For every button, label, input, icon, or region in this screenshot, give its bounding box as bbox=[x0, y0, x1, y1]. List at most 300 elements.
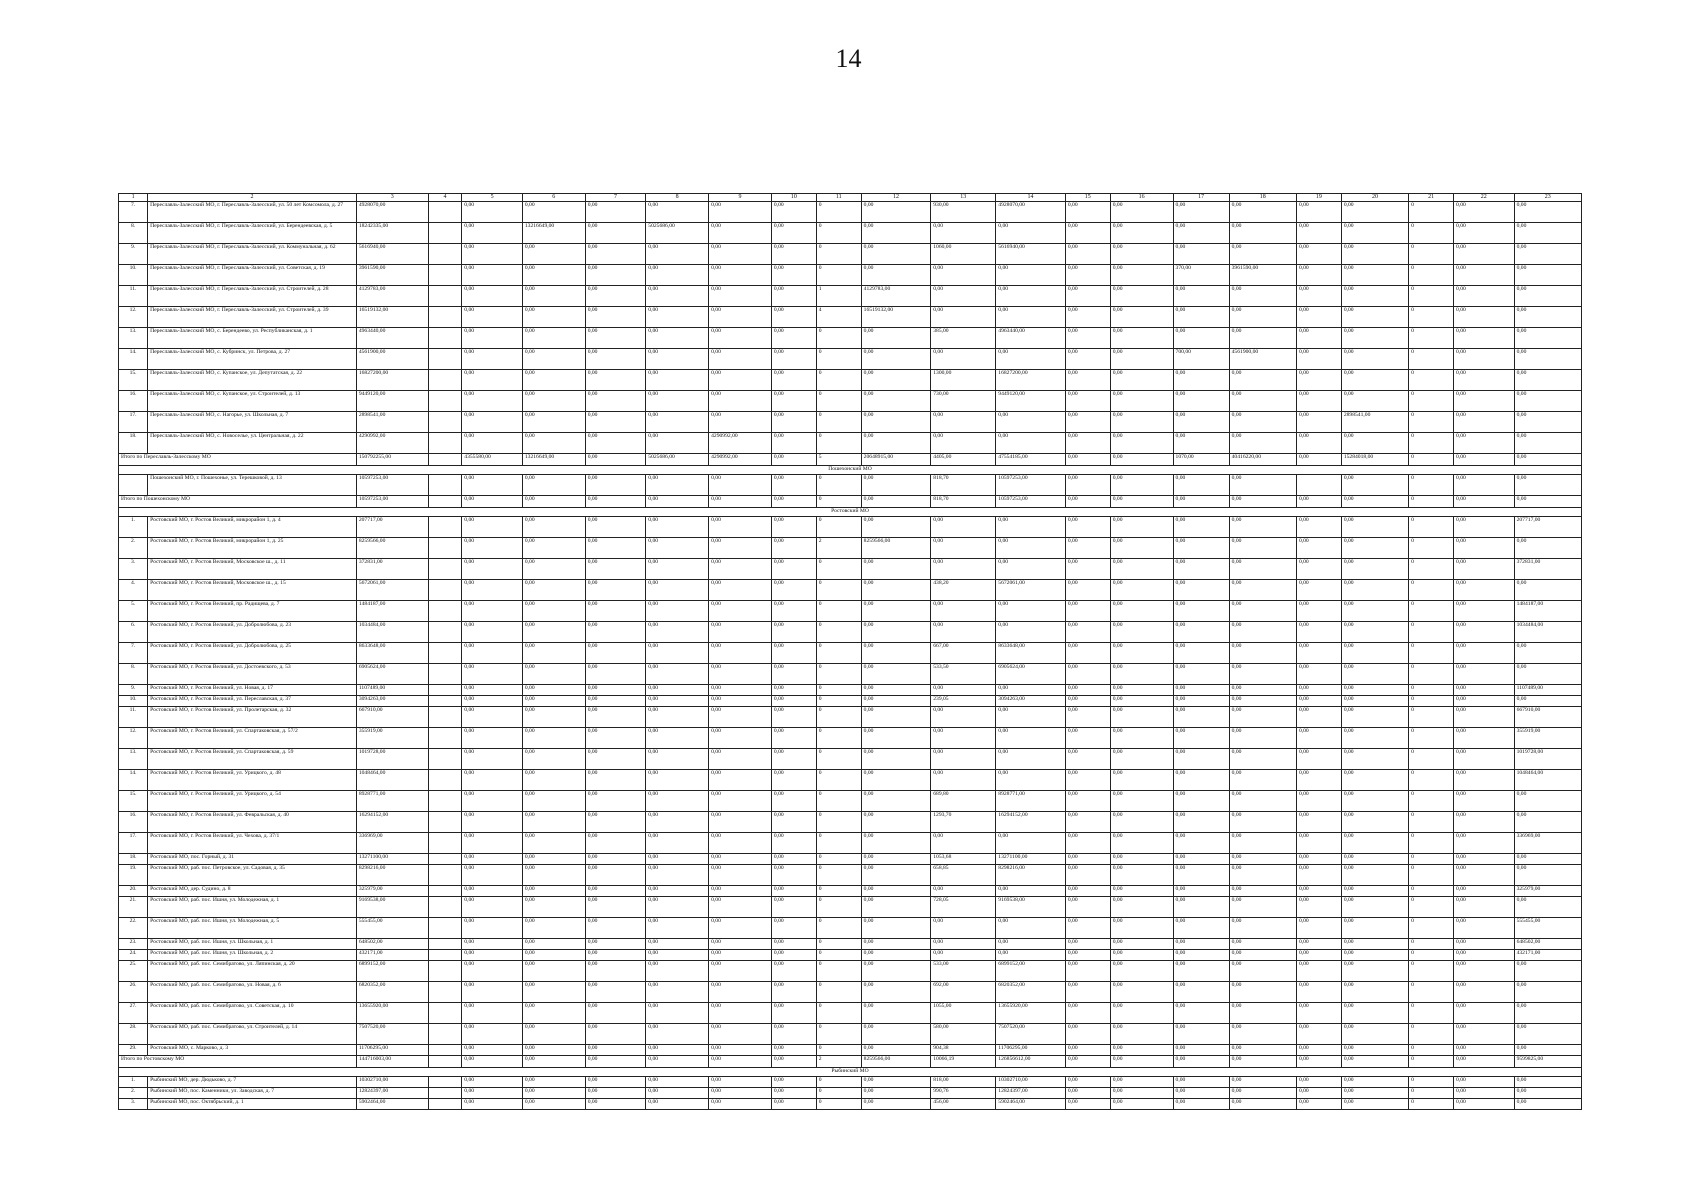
value-cell: 0,00 bbox=[1110, 391, 1173, 412]
value-cell: 0 bbox=[816, 1045, 861, 1056]
value-cell: 0,00 bbox=[771, 601, 816, 622]
value-cell: 0,00 bbox=[1173, 244, 1229, 265]
table-row bbox=[119, 1045, 1582, 1056]
value-cell: 0,00 bbox=[709, 749, 772, 770]
value-cell: 0,00 bbox=[861, 412, 931, 433]
value-cell: 16294152,00 bbox=[356, 812, 428, 833]
value-cell bbox=[428, 601, 462, 622]
value-cell: 0,00 bbox=[1065, 812, 1110, 833]
value-cell: 0,00 bbox=[861, 517, 931, 538]
value-cell: 0,00 bbox=[1454, 622, 1515, 643]
value-cell: 0,00 bbox=[462, 1045, 523, 1056]
value-cell: 0,00 bbox=[646, 886, 709, 897]
row-number: 15. bbox=[119, 370, 148, 391]
row-number: 7. bbox=[119, 202, 148, 223]
value-cell: 0,00 bbox=[1173, 707, 1229, 728]
value-cell: 0,00 bbox=[1173, 601, 1229, 622]
value-cell bbox=[428, 622, 462, 643]
column-header: 17 bbox=[1173, 194, 1229, 202]
row-number: 1. bbox=[119, 517, 148, 538]
table-row bbox=[119, 770, 1582, 791]
value-cell: 0,00 bbox=[1173, 939, 1229, 950]
value-cell: 0,00 bbox=[462, 685, 523, 696]
value-cell: 0,00 bbox=[709, 307, 772, 328]
value-cell: 0,00 bbox=[709, 685, 772, 696]
value-cell: 4129783,00 bbox=[356, 286, 428, 307]
value-cell: 2898541,00 bbox=[1341, 412, 1408, 433]
value-cell: 0,00 bbox=[1514, 580, 1581, 601]
value-cell: 0,00 bbox=[1173, 433, 1229, 454]
value-cell: 0,00 bbox=[861, 265, 931, 286]
table-row bbox=[119, 307, 1582, 328]
value-cell: 0,00 bbox=[709, 728, 772, 749]
value-cell: 0,00 bbox=[861, 982, 931, 1003]
table-row bbox=[119, 1099, 1582, 1110]
value-cell: 0,00 bbox=[771, 939, 816, 950]
subtotal-row bbox=[119, 1056, 1582, 1068]
value-cell: 0,00 bbox=[1110, 982, 1173, 1003]
value-cell bbox=[428, 202, 462, 223]
subtotal-cell: 2 bbox=[816, 1056, 861, 1068]
value-cell: 0,00 bbox=[1341, 517, 1408, 538]
value-cell: 3094263,00 bbox=[356, 696, 428, 707]
value-cell: 0,00 bbox=[1173, 812, 1229, 833]
table-row bbox=[119, 328, 1582, 349]
value-cell: 0,00 bbox=[1341, 854, 1408, 865]
value-cell: 0,00 bbox=[1454, 349, 1515, 370]
value-cell: 0,00 bbox=[1454, 202, 1515, 223]
value-cell: 0,00 bbox=[522, 433, 585, 454]
value-cell: 0,00 bbox=[709, 1099, 772, 1110]
value-cell: 4561900,00 bbox=[1229, 349, 1296, 370]
value-cell: 0 bbox=[816, 897, 861, 918]
value-cell: 0 bbox=[1409, 1099, 1454, 1110]
value-cell: 0,00 bbox=[1110, 1088, 1173, 1099]
value-cell: 0,00 bbox=[1065, 1099, 1110, 1110]
subtotal-cell bbox=[428, 454, 462, 466]
value-cell: 3961590,00 bbox=[356, 265, 428, 286]
column-header: 21 bbox=[1409, 194, 1454, 202]
value-cell: 0,00 bbox=[1110, 433, 1173, 454]
value-cell: 658,85 bbox=[931, 865, 996, 886]
value-cell: 0,00 bbox=[585, 307, 646, 328]
value-cell: 6820352,00 bbox=[356, 982, 428, 1003]
value-cell: 0,00 bbox=[1229, 728, 1296, 749]
value-cell: 0,00 bbox=[1454, 328, 1515, 349]
value-cell: 0,00 bbox=[462, 833, 523, 854]
value-cell: 0,00 bbox=[861, 791, 931, 812]
value-cell bbox=[428, 886, 462, 897]
value-cell: 0,00 bbox=[771, 223, 816, 244]
value-cell: 385,00 bbox=[931, 328, 996, 349]
value-cell: 0,00 bbox=[771, 202, 816, 223]
row-number: 21. bbox=[119, 897, 148, 918]
value-cell: 0,00 bbox=[1229, 328, 1296, 349]
value-cell: 0,00 bbox=[1514, 1099, 1581, 1110]
value-cell: 0,00 bbox=[1341, 982, 1408, 1003]
value-cell: 0,00 bbox=[1514, 286, 1581, 307]
value-cell: 6820352,00 bbox=[996, 982, 1066, 1003]
value-cell: 0 bbox=[816, 559, 861, 580]
value-cell: 0,00 bbox=[1065, 1088, 1110, 1099]
value-cell: 0,00 bbox=[709, 812, 772, 833]
row-number: 2. bbox=[119, 538, 148, 559]
value-cell bbox=[428, 223, 462, 244]
value-cell: 0,00 bbox=[1173, 580, 1229, 601]
value-cell: 0,00 bbox=[585, 812, 646, 833]
value-cell: 0,00 bbox=[996, 685, 1066, 696]
value-cell: 0,00 bbox=[646, 202, 709, 223]
row-number bbox=[119, 475, 148, 496]
value-cell: 0,00 bbox=[1296, 939, 1341, 950]
value-cell: 0,00 bbox=[646, 1024, 709, 1045]
value-cell: 0,00 bbox=[1514, 328, 1581, 349]
value-cell: 0,00 bbox=[861, 1045, 931, 1056]
value-cell: 0,00 bbox=[1296, 791, 1341, 812]
value-cell: 0,00 bbox=[1065, 854, 1110, 865]
subtotal-cell: 0,00 bbox=[522, 1056, 585, 1068]
value-cell: 0,00 bbox=[1229, 897, 1296, 918]
value-cell: 0,00 bbox=[462, 433, 523, 454]
value-cell: 5025686,00 bbox=[646, 223, 709, 244]
value-cell: 0,00 bbox=[522, 961, 585, 982]
subtotal-cell: 0,00 bbox=[1296, 454, 1341, 466]
subtotal-cell: 0,00 bbox=[1173, 496, 1229, 508]
address-cell: Ростовский МО, г. Ростов Великий, ул. Переславская, д. 37 bbox=[148, 696, 357, 707]
value-cell: 0,00 bbox=[709, 412, 772, 433]
value-cell: 0,00 bbox=[1514, 1045, 1581, 1056]
value-cell: 0,00 bbox=[522, 728, 585, 749]
table-row bbox=[119, 223, 1582, 244]
value-cell: 0,00 bbox=[1514, 897, 1581, 918]
row-number: 9. bbox=[119, 244, 148, 265]
value-cell: 0,00 bbox=[1173, 202, 1229, 223]
value-cell: 700,00 bbox=[1173, 349, 1229, 370]
value-cell: 325979,00 bbox=[1514, 886, 1581, 897]
value-cell: 5902464,00 bbox=[996, 1099, 1066, 1110]
value-cell: 0,00 bbox=[1514, 643, 1581, 664]
value-cell: 0,00 bbox=[462, 307, 523, 328]
value-cell: 0,00 bbox=[522, 770, 585, 791]
value-cell: 667910,00 bbox=[356, 707, 428, 728]
value-cell: 0,00 bbox=[1454, 265, 1515, 286]
address-cell: Пошехонский МО, г. Пошехонье, ул. Терешковой, д. 13 bbox=[148, 475, 357, 496]
value-cell: 0,00 bbox=[1296, 812, 1341, 833]
subtotal-label: Итого по Ростовскому МО bbox=[119, 1056, 357, 1068]
value-cell: 0,00 bbox=[522, 950, 585, 961]
section-header-row bbox=[119, 1068, 1582, 1077]
value-cell: 0,00 bbox=[462, 749, 523, 770]
address-cell: Переславль-Залесский МО, с. Нагорье, ул. Школьная, д. 7 bbox=[148, 412, 357, 433]
value-cell: 239,05 bbox=[931, 696, 996, 707]
value-cell: 0,00 bbox=[585, 391, 646, 412]
value-cell: 0,00 bbox=[1296, 328, 1341, 349]
row-number: 9. bbox=[119, 685, 148, 696]
value-cell: 728,05 bbox=[931, 897, 996, 918]
value-cell: 0,00 bbox=[1065, 770, 1110, 791]
value-cell: 0,00 bbox=[1514, 982, 1581, 1003]
value-cell: 5672061,00 bbox=[996, 580, 1066, 601]
value-cell: 0,00 bbox=[709, 580, 772, 601]
value-cell: 0,00 bbox=[1341, 664, 1408, 685]
value-cell: 0,00 bbox=[1065, 223, 1110, 244]
value-cell: 0,00 bbox=[996, 601, 1066, 622]
value-cell: 0,00 bbox=[1229, 1099, 1296, 1110]
value-cell: 0 bbox=[1409, 707, 1454, 728]
address-cell: Переславль-Залесский МО, с. Кубринск, ул. Петрова, д. 27 bbox=[148, 349, 357, 370]
value-cell: 0,00 bbox=[861, 897, 931, 918]
value-cell: 0 bbox=[1409, 897, 1454, 918]
value-cell: 0,00 bbox=[996, 886, 1066, 897]
value-cell: 0,00 bbox=[1110, 559, 1173, 580]
value-cell: 0,00 bbox=[771, 391, 816, 412]
value-cell bbox=[428, 897, 462, 918]
value-cell: 0,00 bbox=[1110, 707, 1173, 728]
value-cell: 0,00 bbox=[1514, 1077, 1581, 1088]
value-cell: 438,20 bbox=[931, 580, 996, 601]
value-cell: 0 bbox=[816, 696, 861, 707]
value-cell: 0 bbox=[816, 950, 861, 961]
value-cell: 0,00 bbox=[1229, 886, 1296, 897]
value-cell: 0,00 bbox=[1454, 286, 1515, 307]
value-cell: 207717,00 bbox=[1514, 517, 1581, 538]
column-header: 7 bbox=[585, 194, 646, 202]
value-cell: 0 bbox=[816, 728, 861, 749]
value-cell: 0,00 bbox=[1229, 833, 1296, 854]
value-cell: 0 bbox=[816, 1024, 861, 1045]
value-cell: 0,00 bbox=[1110, 307, 1173, 328]
value-cell: 0,00 bbox=[1296, 307, 1341, 328]
value-cell: 0,00 bbox=[1514, 961, 1581, 982]
value-cell bbox=[428, 1099, 462, 1110]
value-cell: 0,00 bbox=[522, 865, 585, 886]
value-cell: 0,00 bbox=[1514, 1003, 1581, 1024]
row-number: 13. bbox=[119, 328, 148, 349]
value-cell: 0 bbox=[1409, 202, 1454, 223]
value-cell: 9169538,00 bbox=[996, 897, 1066, 918]
value-cell: 0,00 bbox=[1110, 223, 1173, 244]
address-cell: Ростовский МО, дер. Судино, д. 8 bbox=[148, 886, 357, 897]
value-cell: 0,00 bbox=[646, 950, 709, 961]
subtotal-cell: 0,00 bbox=[585, 454, 646, 466]
address-cell: Ростовский МО, раб. пос. Петровское, ул. Садовая, д. 35 bbox=[148, 865, 357, 886]
subtotal-cell: 0,00 bbox=[646, 496, 709, 508]
value-cell: 0,00 bbox=[462, 886, 523, 897]
value-cell: 0,00 bbox=[522, 791, 585, 812]
value-cell: 0,00 bbox=[1514, 865, 1581, 886]
section-title: Пошехонский МО bbox=[119, 466, 1582, 475]
value-cell: 0,00 bbox=[1341, 349, 1408, 370]
value-cell: 0 bbox=[1409, 1077, 1454, 1088]
value-cell: 0,00 bbox=[709, 1045, 772, 1056]
value-cell: 0,00 bbox=[1173, 1099, 1229, 1110]
address-cell: Ростовский МО, г. Ростов Великий, ул. Февральская, д. 40 bbox=[148, 812, 357, 833]
value-cell: 0,00 bbox=[522, 244, 585, 265]
value-cell: 0 bbox=[816, 770, 861, 791]
value-cell: 0,00 bbox=[462, 728, 523, 749]
value-cell: 0,00 bbox=[1065, 865, 1110, 886]
value-cell: 0,00 bbox=[709, 328, 772, 349]
value-cell: 0,00 bbox=[1454, 559, 1515, 580]
value-cell: 0,00 bbox=[1296, 918, 1341, 939]
value-cell: 0,00 bbox=[1065, 886, 1110, 897]
value-cell: 0,00 bbox=[462, 559, 523, 580]
table-row bbox=[119, 833, 1582, 854]
value-cell: 0,00 bbox=[585, 328, 646, 349]
value-cell bbox=[428, 950, 462, 961]
row-number: 2. bbox=[119, 1088, 148, 1099]
value-cell: 0 bbox=[1409, 1024, 1454, 1045]
row-number: 3. bbox=[119, 1099, 148, 1110]
value-cell: 0,00 bbox=[1110, 664, 1173, 685]
value-cell: 0,00 bbox=[1065, 643, 1110, 664]
value-cell: 0,00 bbox=[522, 412, 585, 433]
value-cell: 0,00 bbox=[1173, 559, 1229, 580]
value-cell: 0,00 bbox=[931, 918, 996, 939]
value-cell: 0,00 bbox=[1065, 685, 1110, 696]
value-cell: 0,00 bbox=[1110, 696, 1173, 707]
value-cell: 0,00 bbox=[522, 286, 585, 307]
value-cell: 0,00 bbox=[1341, 1088, 1408, 1099]
value-cell: 0,00 bbox=[1514, 791, 1581, 812]
value-cell: 0,00 bbox=[771, 265, 816, 286]
value-cell: 0,00 bbox=[585, 897, 646, 918]
value-cell: 0,00 bbox=[1173, 982, 1229, 1003]
value-cell: 0,00 bbox=[1296, 961, 1341, 982]
value-cell: 0 bbox=[816, 1088, 861, 1099]
subtotal-cell: 0,00 bbox=[1514, 496, 1581, 508]
value-cell: 0,00 bbox=[996, 286, 1066, 307]
subtotal-cell: 0,00 bbox=[462, 496, 523, 508]
value-cell: 355919,00 bbox=[356, 728, 428, 749]
value-cell: 0,00 bbox=[585, 728, 646, 749]
value-cell: 0,00 bbox=[709, 886, 772, 897]
value-cell: 0,00 bbox=[646, 391, 709, 412]
value-cell: 0,00 bbox=[1454, 412, 1515, 433]
address-cell: Ростовский МО, г. Ростов Великий, микрорайон 1, д. 25 bbox=[148, 538, 357, 559]
value-cell: 0,00 bbox=[462, 961, 523, 982]
subtotal-cell: 4290992,00 bbox=[709, 454, 772, 466]
value-cell: 0,00 bbox=[1173, 950, 1229, 961]
value-cell bbox=[428, 982, 462, 1003]
value-cell: 0 bbox=[816, 664, 861, 685]
value-cell: 0,00 bbox=[1065, 517, 1110, 538]
subtotal-cell: 4405,00 bbox=[931, 454, 996, 466]
row-number: 5. bbox=[119, 601, 148, 622]
value-cell: 0,00 bbox=[1065, 307, 1110, 328]
table-row bbox=[119, 664, 1582, 685]
value-cell: 16827200,00 bbox=[996, 370, 1066, 391]
value-cell: 904,38 bbox=[931, 1045, 996, 1056]
table-row bbox=[119, 886, 1582, 897]
address-cell: Ростовский МО, г. Ростов Великий, ул. Спартаковская, д. 57/2 bbox=[148, 728, 357, 749]
value-cell: 0,00 bbox=[1173, 833, 1229, 854]
value-cell: 0,00 bbox=[1173, 770, 1229, 791]
table-row bbox=[119, 918, 1582, 939]
value-cell: 0,00 bbox=[1065, 1024, 1110, 1045]
subtotal-row bbox=[119, 454, 1582, 466]
row-number: 24. bbox=[119, 950, 148, 961]
value-cell: 13655920,00 bbox=[356, 1003, 428, 1024]
value-cell bbox=[428, 833, 462, 854]
value-cell: 8259566,00 bbox=[356, 538, 428, 559]
table-row bbox=[119, 749, 1582, 770]
value-cell: 0,00 bbox=[1341, 897, 1408, 918]
value-cell: 18242335,00 bbox=[356, 223, 428, 244]
value-cell: 0,00 bbox=[1341, 707, 1408, 728]
value-cell: 0,00 bbox=[585, 696, 646, 707]
subtotal-cell: 150792255,00 bbox=[356, 454, 428, 466]
value-cell: 0,00 bbox=[771, 412, 816, 433]
value-cell: 0,00 bbox=[1341, 475, 1408, 496]
value-cell: 0,00 bbox=[771, 833, 816, 854]
value-cell: 0,00 bbox=[1296, 854, 1341, 865]
value-cell bbox=[428, 433, 462, 454]
value-cell: 0,00 bbox=[1229, 580, 1296, 601]
value-cell: 8633648,00 bbox=[356, 643, 428, 664]
value-cell bbox=[428, 643, 462, 664]
value-cell: 0,00 bbox=[585, 865, 646, 886]
value-cell: 0,00 bbox=[1454, 770, 1515, 791]
value-cell: 0,00 bbox=[646, 1099, 709, 1110]
value-cell: 0,00 bbox=[646, 707, 709, 728]
value-cell: 0,00 bbox=[861, 370, 931, 391]
value-cell: 0,00 bbox=[462, 982, 523, 1003]
value-cell: 0 bbox=[816, 244, 861, 265]
value-cell: 0 bbox=[816, 223, 861, 244]
value-cell: 0,00 bbox=[1065, 833, 1110, 854]
value-cell: 0,00 bbox=[931, 433, 996, 454]
value-cell: 0,00 bbox=[771, 918, 816, 939]
subtotal-cell: 40416220,00 bbox=[1229, 454, 1296, 466]
value-cell: 0,00 bbox=[1229, 643, 1296, 664]
value-cell: 0,00 bbox=[646, 559, 709, 580]
value-cell: 0,00 bbox=[1110, 833, 1173, 854]
value-cell: 0,00 bbox=[996, 833, 1066, 854]
value-cell: 0 bbox=[1409, 950, 1454, 961]
value-cell bbox=[428, 1088, 462, 1099]
value-cell: 0,00 bbox=[646, 961, 709, 982]
value-cell: 0,00 bbox=[646, 854, 709, 865]
value-cell bbox=[428, 770, 462, 791]
value-cell bbox=[428, 961, 462, 982]
value-cell: 0,00 bbox=[646, 833, 709, 854]
value-cell: 0,00 bbox=[462, 265, 523, 286]
value-cell bbox=[428, 854, 462, 865]
value-cell: 0 bbox=[816, 580, 861, 601]
value-cell: 0,00 bbox=[462, 601, 523, 622]
address-cell: Ростовский МО, пос. Горный, д. 31 bbox=[148, 854, 357, 865]
value-cell: 0,00 bbox=[1173, 1077, 1229, 1088]
value-cell: 0,00 bbox=[709, 707, 772, 728]
value-cell: 0,00 bbox=[1296, 265, 1341, 286]
value-cell: 0,00 bbox=[1229, 812, 1296, 833]
value-cell: 0,00 bbox=[462, 791, 523, 812]
value-cell: 0,00 bbox=[771, 328, 816, 349]
value-cell: 8259566,00 bbox=[861, 538, 931, 559]
row-number: 10. bbox=[119, 696, 148, 707]
value-cell: 1034484,00 bbox=[1514, 622, 1581, 643]
value-cell: 0,00 bbox=[931, 517, 996, 538]
value-cell: 0,00 bbox=[861, 854, 931, 865]
value-cell: 2 bbox=[816, 538, 861, 559]
table-row bbox=[119, 643, 1582, 664]
value-cell: 0,00 bbox=[1229, 939, 1296, 950]
value-cell: 0,00 bbox=[585, 202, 646, 223]
value-cell: 0 bbox=[1409, 538, 1454, 559]
value-cell: 0 bbox=[816, 622, 861, 643]
value-cell: 0,00 bbox=[771, 1099, 816, 1110]
